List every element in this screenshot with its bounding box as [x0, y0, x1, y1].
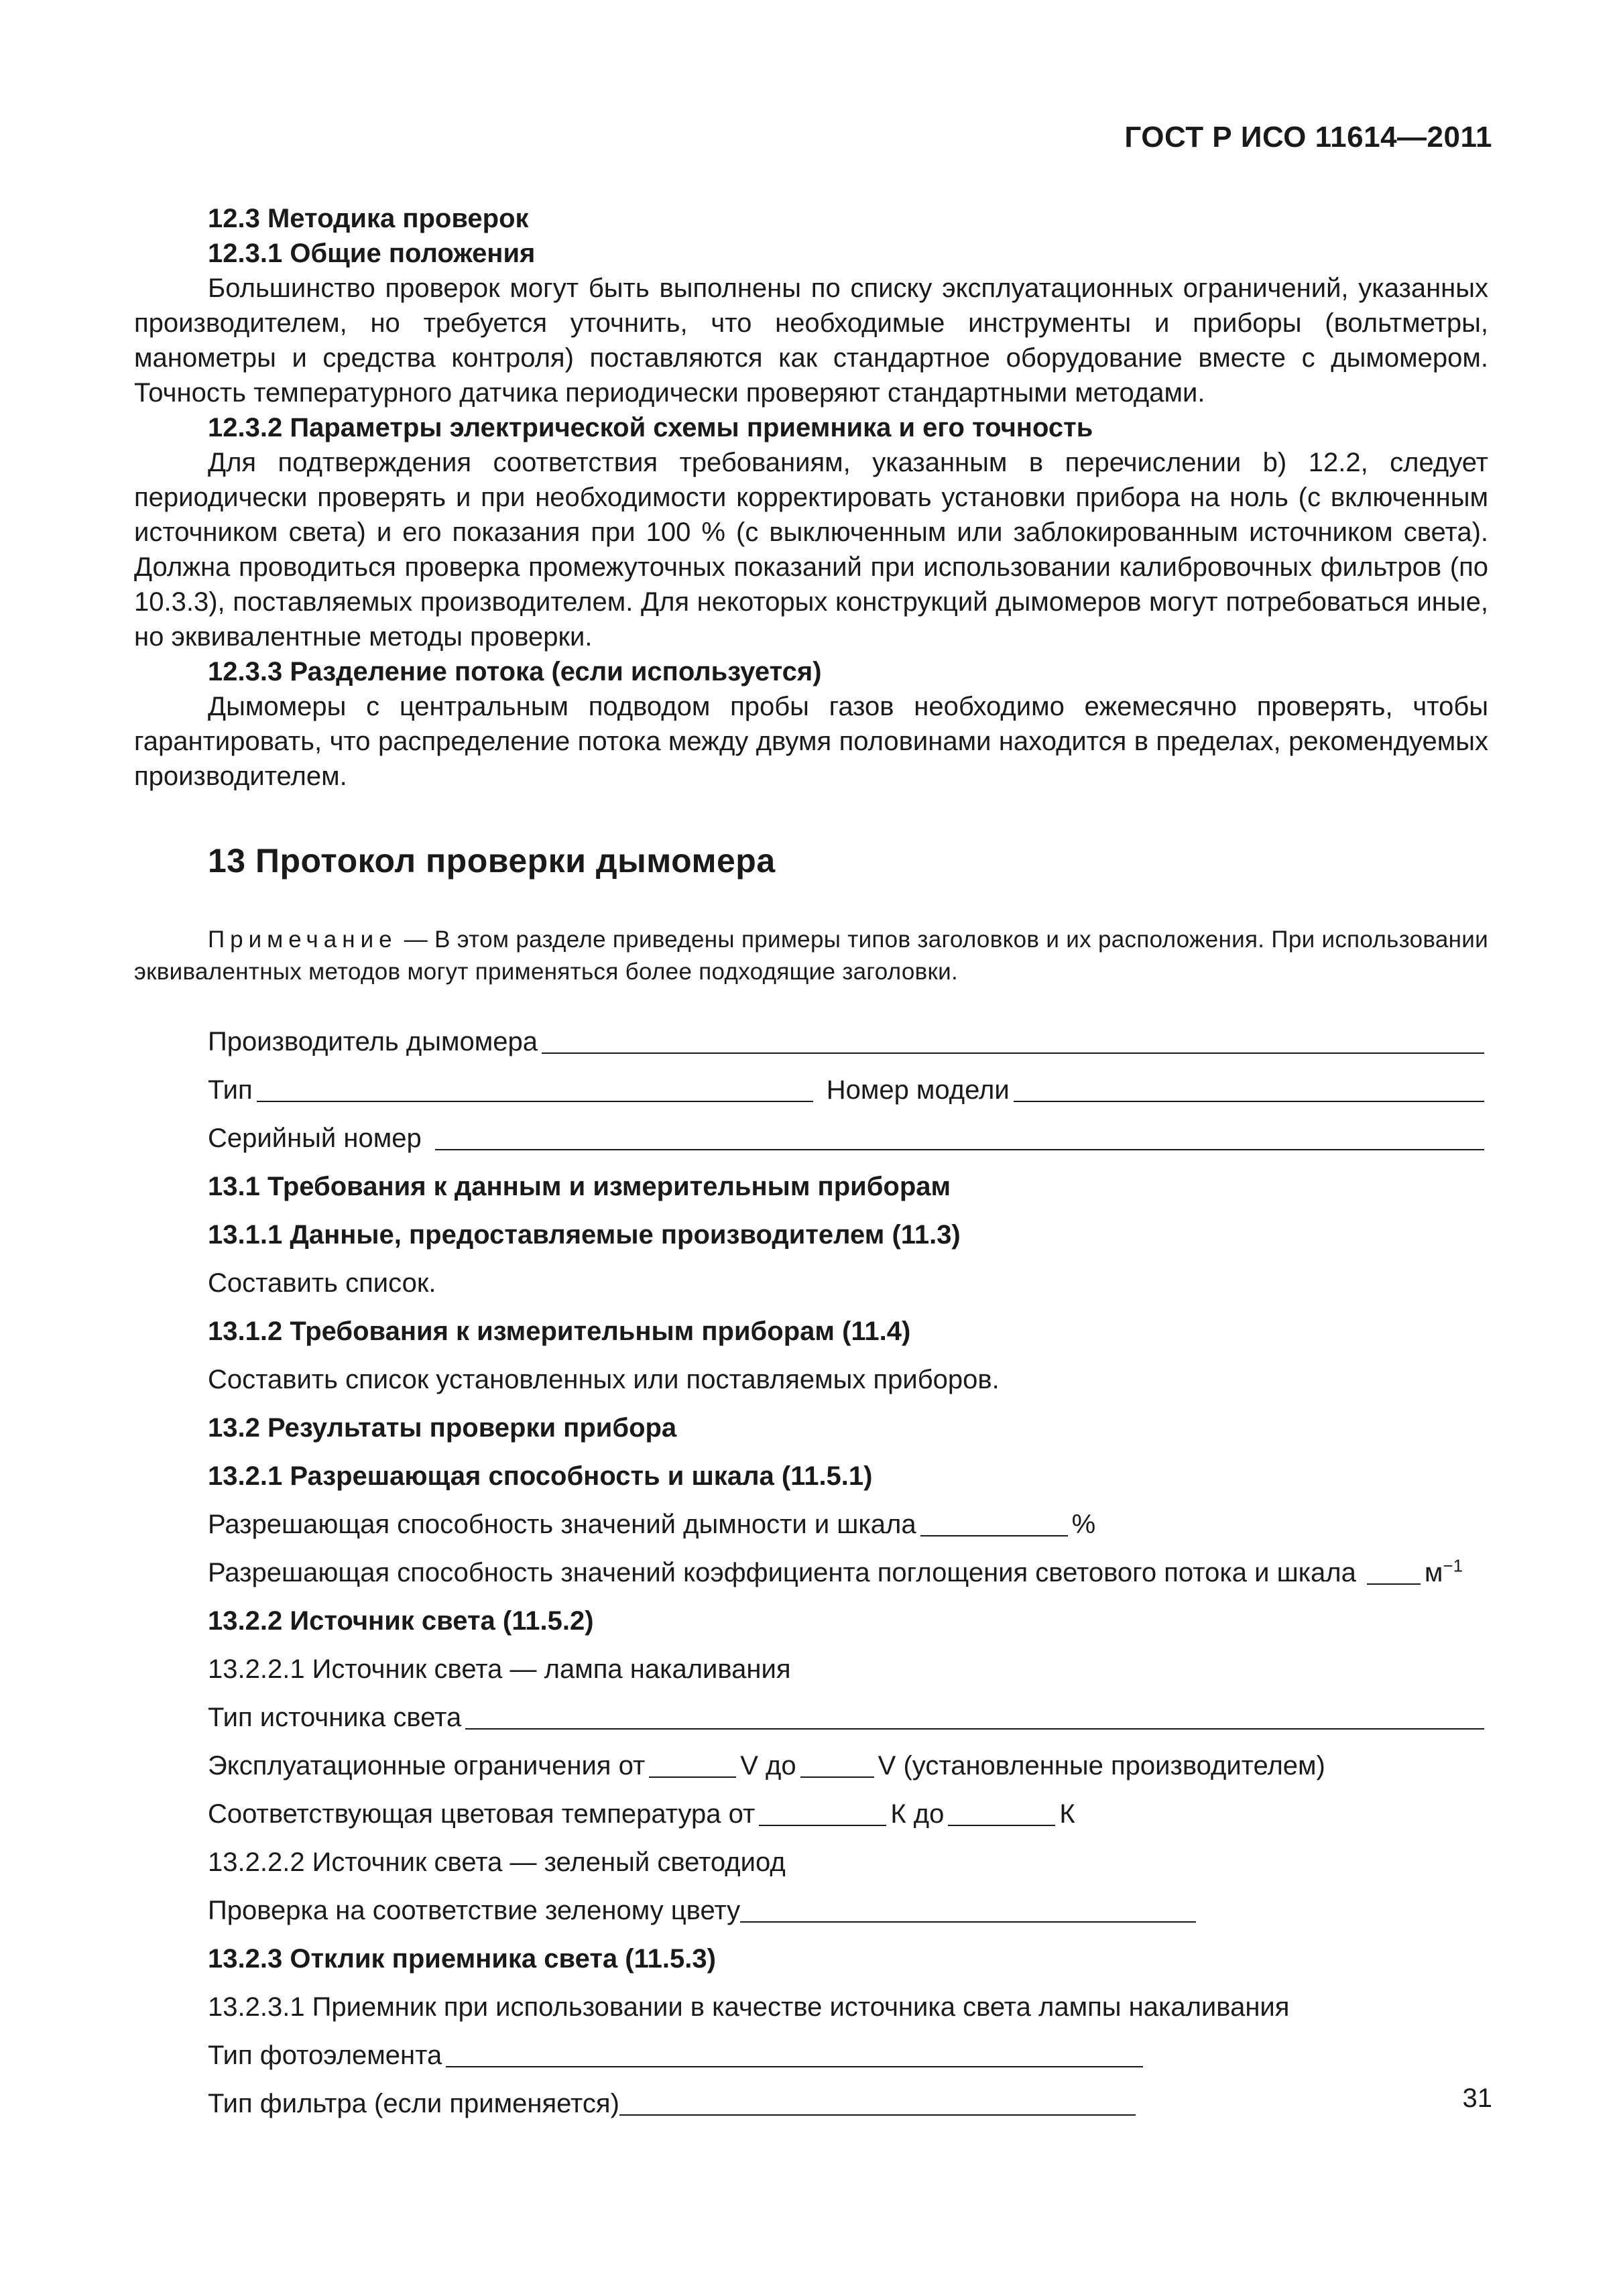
photocell-type-field[interactable]	[446, 2038, 1143, 2067]
color-temp-max-field[interactable]	[948, 1797, 1055, 1826]
text-13-1-1	[134, 1252, 1488, 1301]
heading-13-2-2	[134, 1590, 1488, 1638]
resolution-absorption-field[interactable]	[1367, 1555, 1421, 1585]
heading-13-2-text: 13.2 Результаты проверки прибора	[208, 1413, 677, 1443]
voltage-to-label: V до	[740, 1751, 796, 1780]
manufacturer-row	[134, 1011, 1488, 1059]
model-field[interactable]	[1014, 1073, 1484, 1102]
resolution-absorption-label: Разрешающая способность значений коэффициента поглощения светового потока и шкала	[208, 1558, 1356, 1587]
page-number: 31	[1462, 2083, 1492, 2113]
heading-13-2-3-text: 13.2.3 Отклик приемника света (11.5.3)	[208, 1944, 716, 1974]
photocell-type-label: Тип фотоэлемента	[208, 2041, 442, 2070]
type-label: Тип	[208, 1075, 253, 1105]
heading-12-3-1: 12.3.1 Общие положения	[208, 239, 536, 268]
type-field[interactable]	[257, 1073, 813, 1102]
photocell-type-row	[134, 2025, 1488, 2073]
heading-13-1-1-text: 13.1.1 Данные, предоставляемые производителем (11.3)	[208, 1220, 961, 1250]
paragraph-12-3-3: Дымомеры с центральным подводом пробы газов необходимо ежемесячно проверять, чтобы гарантировать, что распределение потока между двумя половинами находится в пределах, рекомендуемых производителем.	[134, 692, 1488, 791]
green-check-label: Проверка на соответствие зеленому цвету	[208, 1896, 741, 1925]
model-label: Номер модели	[826, 1075, 1010, 1105]
percent-unit: %	[1071, 1510, 1096, 1539]
paragraph-12-3-2: Для подтверждения соответствия требованиям, указанным в перечислении b) 12.2, следует периодически проверять и при необходимости корректировать установки прибора на ноль (с включенным источником света) и его показания при 100 % (с выключенным или заблокированным источником света). Должна проводиться проверка промежуточных показаний при использовании калибровочных фильтров (по 10.3.3), поставляемых производителем. Для некоторых конструкций дымомеров могут потребоваться иные, но эквивалентные методы проверки.	[134, 448, 1488, 652]
voltage-from-label: Эксплуатационные ограничения от	[208, 1751, 646, 1780]
light-source-type-label: Тип источника света	[208, 1703, 462, 1732]
heading-13-1-2	[134, 1301, 1488, 1349]
heading-13-1-text: 13.1 Требования к данным и измерительным приборам	[208, 1172, 951, 1201]
color-temp-from-label: Соответствующая цветовая температура от	[208, 1799, 756, 1829]
heading-13-2-2-text: 13.2.2 Источник света (11.5.2)	[208, 1606, 594, 1636]
light-source-type-field[interactable]	[465, 1700, 1484, 1730]
light-source-type-row	[134, 1687, 1488, 1735]
section-13-title: 13 Протокол проверки дымомера	[208, 842, 776, 880]
heading-13-2-3	[134, 1928, 1488, 1976]
color-temperature-row	[134, 1783, 1488, 1831]
serial-label: Серийный номер	[208, 1124, 422, 1153]
text-13-1-2-content: Составить список установленных или поставляемых приборов.	[208, 1365, 1000, 1394]
filter-type-field[interactable]	[619, 2086, 1136, 2116]
voltage-limits-row	[134, 1735, 1488, 1783]
paragraph-12-3-1: Большинство проверок могут быть выполнены по списку эксплуатационных ограничений, указанных производителем, но требуется уточнить, что необходимые инструменты и приборы (вольтметры, манометры и средства контроля) поставляются как стандартное оборудование вместе с дымомером. Точность температурного датчика периодически проверяют стандартными методами.	[134, 274, 1488, 408]
heading-12-3-3: 12.3.3 Разделение потока (если используется)	[208, 657, 822, 686]
heading-12-3: 12.3 Методика проверок	[208, 204, 529, 233]
heading-13-1-1	[134, 1204, 1488, 1252]
page-content	[134, 201, 1488, 2121]
text-13-2-3-1-content: 13.2.3.1 Приемник при использовании в качестве источника света лампы накаливания	[208, 1992, 1290, 2022]
text-13-2-2-2	[134, 1831, 1488, 1880]
text-13-1-2	[134, 1349, 1488, 1397]
voltage-min-field[interactable]	[649, 1748, 736, 1778]
heading-12-3-2: 12.3.2 Параметры электрической схемы приемника и его точность	[208, 413, 1093, 442]
standard-header: ГОСТ Р ИСО 11614—2011	[1124, 121, 1492, 154]
note-text: — В этом разделе приведены примеры типов заголовков и их расположения. При использовании эквивалентных методов могут применяться более подходящие заголовки.	[134, 926, 1488, 985]
note-paragraph	[134, 924, 1488, 988]
text-13-2-2-2-content: 13.2.2.2 Источник света — зеленый светодиод	[208, 1848, 786, 1877]
meter-unit: м	[1424, 1558, 1443, 1587]
type-model-row	[134, 1059, 1488, 1107]
color-temp-to-label: К до	[890, 1799, 945, 1829]
unit-exponent: −1	[1443, 1555, 1463, 1576]
green-check-row	[134, 1880, 1488, 1928]
manufacturer-field[interactable]	[542, 1024, 1484, 1054]
heading-13-2-1-text: 13.2.1 Разрешающая способность и шкала (11.5.1)	[208, 1461, 873, 1491]
filter-type-row	[134, 2073, 1488, 2121]
heading-13-2	[134, 1397, 1488, 1445]
text-13-2-3-1	[134, 1976, 1488, 2025]
text-13-1-1-content: Составить список.	[208, 1268, 436, 1298]
manufacturer-label: Производитель дымомера	[208, 1027, 538, 1056]
inverse-meter-unit	[1425, 1555, 1463, 1590]
serial-row	[134, 1107, 1488, 1156]
resolution-smoke-label: Разрешающая способность значений дымности и шкала	[208, 1510, 916, 1539]
text-13-2-2-1-content: 13.2.2.1 Источник света — лампа накаливания	[208, 1654, 791, 1684]
note-label: Примечание	[208, 926, 398, 953]
resolution-absorption-row	[134, 1542, 1488, 1590]
heading-13-1	[134, 1156, 1488, 1204]
color-temp-min-field[interactable]	[759, 1797, 886, 1826]
heading-13-1-2-text: 13.1.2 Требования к измерительным приборам (11.4)	[208, 1317, 911, 1346]
serial-field[interactable]	[435, 1121, 1484, 1150]
heading-13-2-1	[134, 1445, 1488, 1494]
voltage-end-label: V (установленные производителем)	[878, 1751, 1325, 1780]
filter-type-label: Тип фильтра (если применяется)	[208, 2089, 619, 2118]
resolution-smoke-row	[134, 1494, 1488, 1542]
text-13-2-2-1	[134, 1638, 1488, 1687]
resolution-smoke-field[interactable]	[920, 1507, 1068, 1536]
green-check-field[interactable]	[740, 1893, 1196, 1923]
voltage-max-field[interactable]	[800, 1748, 874, 1778]
kelvin-unit: К	[1059, 1799, 1075, 1829]
